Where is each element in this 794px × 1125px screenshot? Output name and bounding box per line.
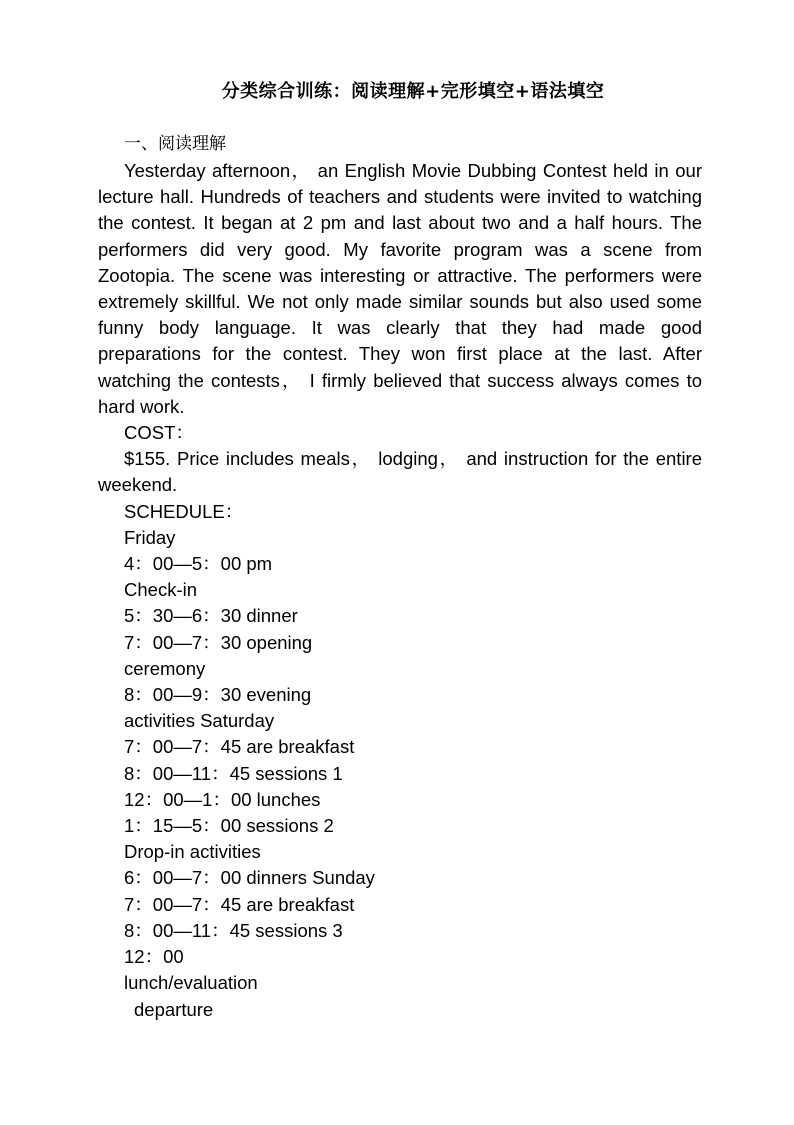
schedule-line: Friday (124, 526, 176, 548)
document-title: 分类综合训练：阅读理解+完形填空+语法填空 (221, 81, 605, 102)
schedule-line: activities Saturday (124, 710, 275, 732)
schedule-line: 12：00 (124, 946, 184, 968)
schedule-line: ceremony (124, 657, 206, 679)
schedule-line: Drop-in activities (124, 841, 261, 863)
schedule-line: 8：00—11：45 sessions 3 (124, 919, 343, 941)
schedule-line: 12：00—1：00 lunches (124, 788, 321, 810)
passage-paragraph: Yesterday afternoon， an English Movie Dubbing Contest held in our lecture hall. Hundreds of teachers and students were invited to watching the contest. It began at 2 pm and last about two and a half hours. The performers did very good. My favorite program was a scene from Zootopia. The scene was interesting or attractive. The performers were extremely skillful. We not only made similar sounds but also used some funny body language. It was clearly that they had made good preparations for the contest. They won first place at the last. After watching the contests， I firmly believed that success always comes to hard work. (98, 160, 702, 417)
schedule-line: 8：00—9：30 evening (124, 684, 312, 706)
schedule-line: 1：15—5：00 sessions 2 (124, 815, 334, 837)
schedule-line: lunch/evaluation (124, 972, 258, 994)
schedule-line: 5：30—6：30 dinner (124, 605, 298, 627)
schedule-line: 8：00—11：45 sessions 1 (124, 762, 343, 784)
schedule-line: 6：00—7：00 dinners Sunday (124, 867, 375, 889)
cost-paragraph: $155. Price includes meals， lodging， and instruction for the entire weekend. (98, 448, 702, 496)
schedule-line: 7：00—7：30 opening (124, 631, 313, 653)
schedule-line: 4：00—5：00 pm (124, 553, 273, 575)
schedule-line: 7：00—7：45 are breakfast (124, 893, 355, 915)
cost-label: COST： (124, 422, 194, 444)
schedule-line: 7：00—7：45 are breakfast (124, 736, 355, 758)
document-body (98, 158, 702, 1023)
schedule-line: departure (134, 998, 214, 1020)
schedule-line: Check-in (124, 579, 197, 601)
schedule-label: SCHEDULE： (124, 500, 244, 522)
section-heading: 一、阅读理解 (124, 134, 226, 154)
